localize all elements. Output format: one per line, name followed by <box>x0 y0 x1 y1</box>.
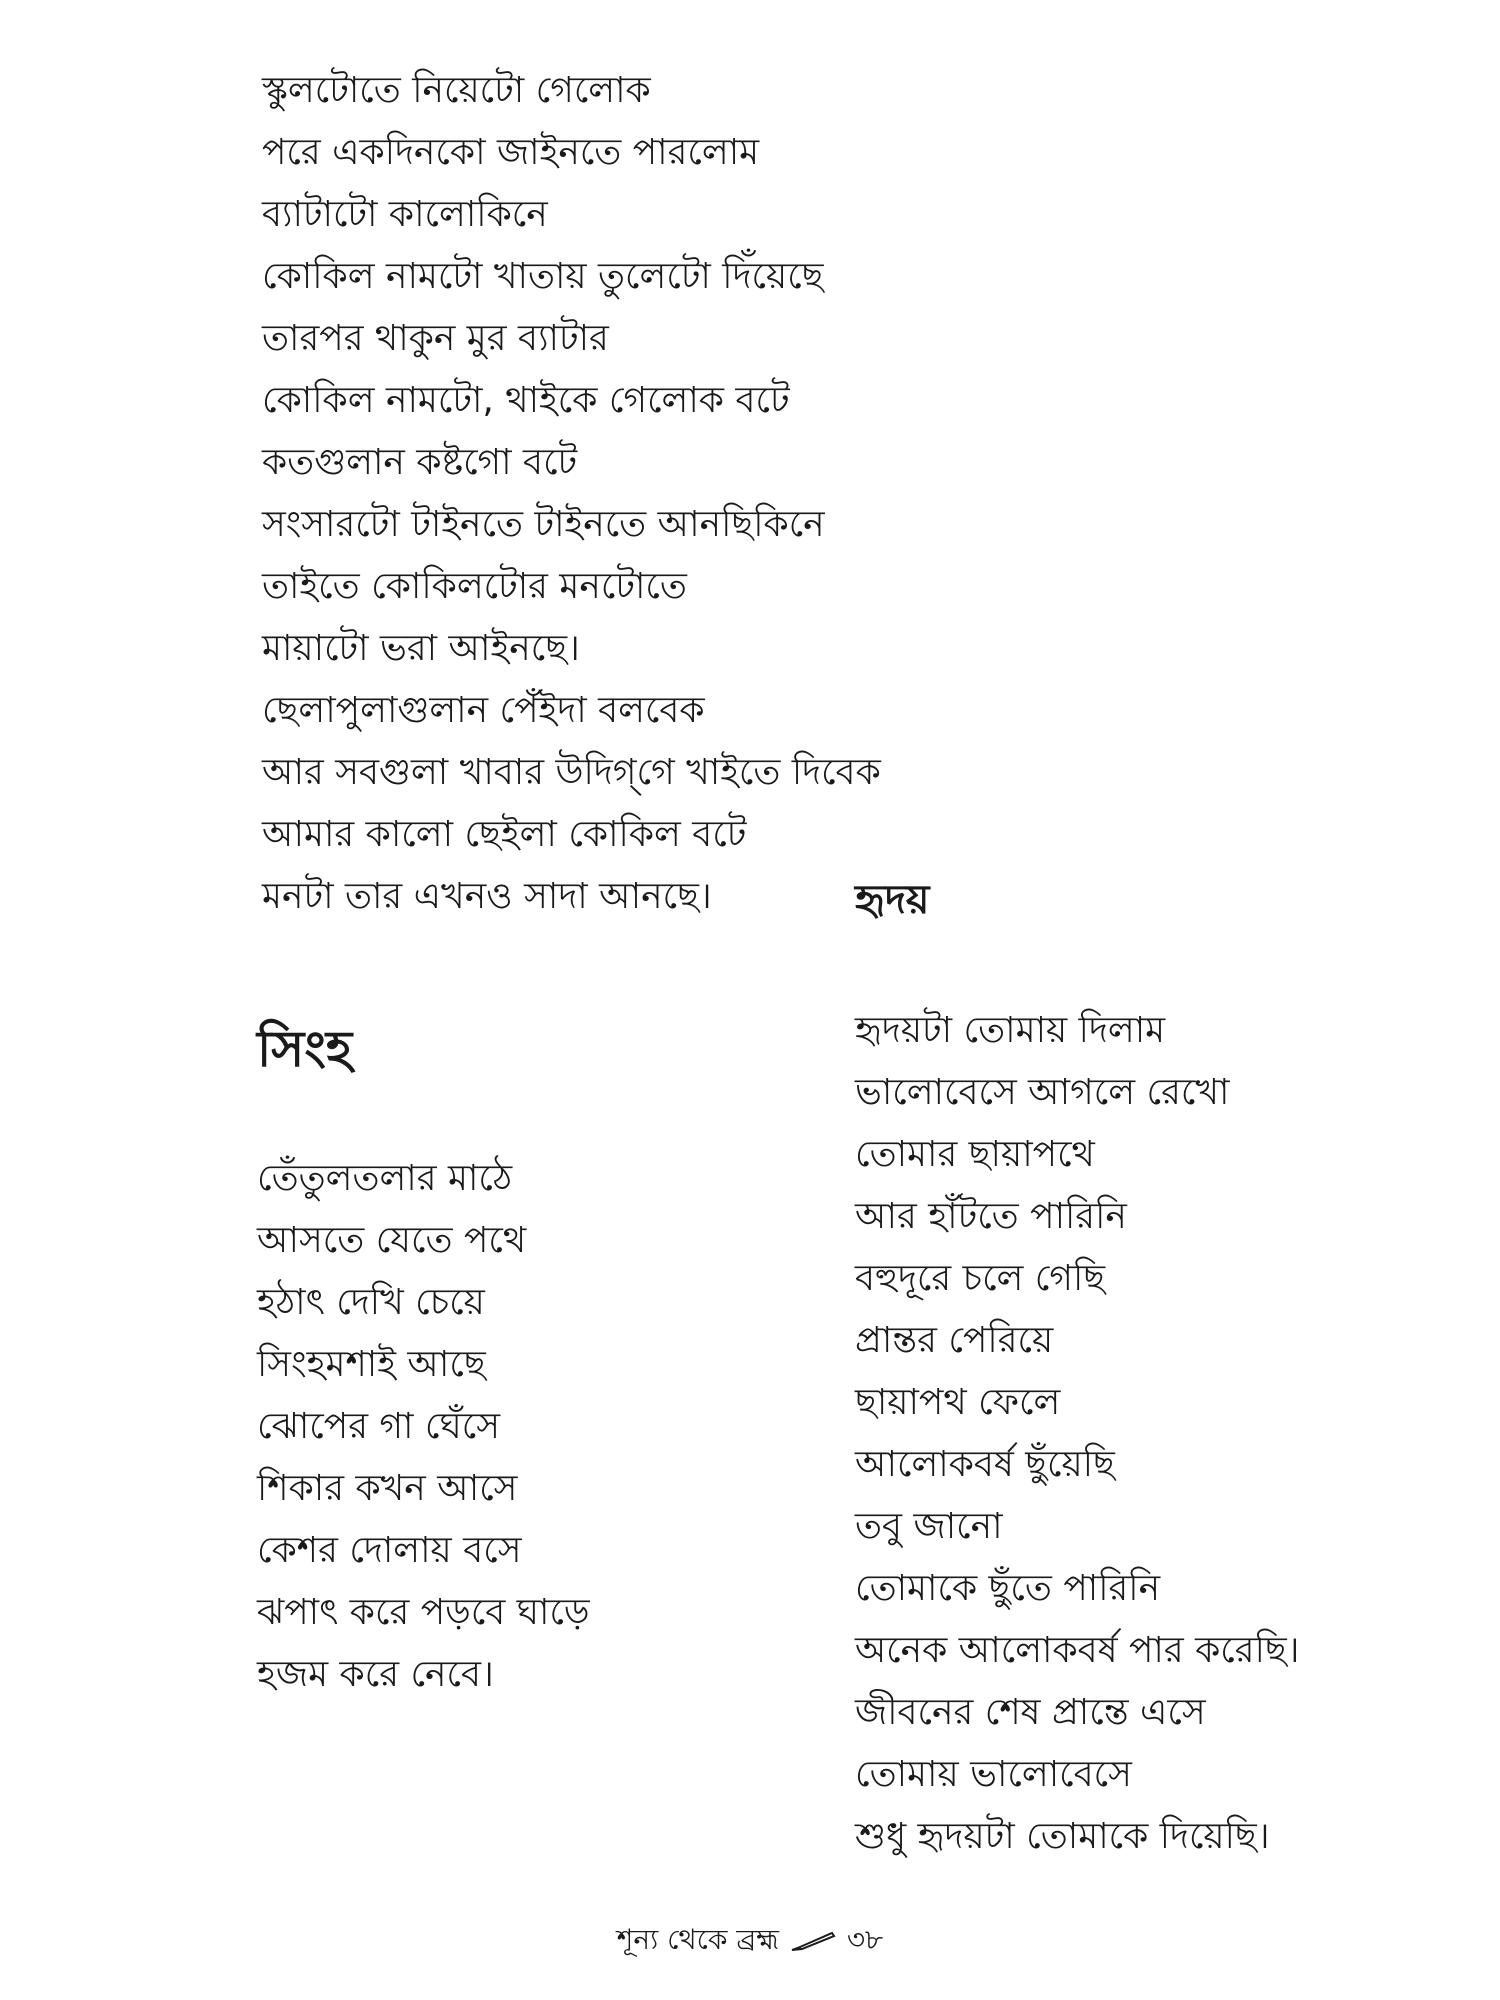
poem-line: ঝপাৎ করে পড়বে ঘাড়ে <box>257 1592 590 1633</box>
poem-title-singha: সিংহ <box>257 1020 353 1078</box>
poem-line: হজম করে নেবে। <box>257 1654 494 1695</box>
poem-line: তোমাকে ছুঁতে পারিনি <box>855 1568 1161 1609</box>
poem-line: কেশর দোলায় বসে <box>257 1530 522 1571</box>
poem-line: সিংহমশাই আছে <box>257 1344 486 1385</box>
poem-line: কতগুলান কষ্টগো বটে <box>262 442 578 483</box>
poem-line: তারপর থাকুন মুর ব্যাটার <box>262 318 609 359</box>
poem-line: আর হাঁটতে পারিনি <box>855 1196 1127 1237</box>
poem-line: আলোকবর্ষ ছুঁয়েছি <box>855 1444 1115 1485</box>
poem-line: আর সবগুলা খাবার উদিগ্‌গে খাইতে দিবেক <box>262 752 881 793</box>
poem-line: অনেক আলোকবর্ষ পার করেছি। <box>855 1630 1300 1671</box>
poem-line: প্রান্তর পেরিয়ে <box>855 1320 1054 1361</box>
poem-line: মায়াটো ভরা আইনছে। <box>262 628 580 669</box>
poem-line: সংসারটো টাইনতে টাইনতে আনছিকিনে <box>262 504 825 545</box>
poem-line: তোমায় ভালোবেসে <box>855 1754 1132 1795</box>
poem-line: শিকার কখন আসে <box>257 1468 518 1509</box>
pen-icon <box>790 1930 836 1952</box>
poem-line: কোকিল নামটো খাতায় তুলেটো দিঁয়েছে <box>262 256 824 297</box>
poem-line: আমার কালো ছেইলা কোকিল বটে <box>262 814 747 855</box>
poem-line: ছেলাপুলাগুলান পেঁইদা বলবেক <box>262 690 705 731</box>
poem-line: শুধু হৃদয়টা তোমাকে দিয়েছি। <box>855 1816 1270 1857</box>
poem-line: তোমার ছায়াপথে <box>855 1134 1095 1175</box>
poem-line: স্কুলটোতে নিয়েটো গেলোক <box>262 70 651 111</box>
poem-line: হঠাৎ দেখি চেয়ে <box>257 1282 485 1323</box>
book-title: শূন্য থেকে ব্রহ্ম <box>616 1923 780 1956</box>
poem-line: পরে একদিনকো জাইনতে পারলোম <box>262 132 760 173</box>
page-number: ৩৮ <box>846 1923 884 1956</box>
poem-title-hridoy: হৃদয় <box>855 877 930 923</box>
poem-line: তবু জানো <box>855 1506 1003 1547</box>
poem-line: মনটা তার এখনও সাদা আনছে। <box>262 876 712 917</box>
page-footer <box>0 1918 1500 1965</box>
poem-line: কোকিল নামটো, থাইকে গেলোক বটে <box>262 380 790 421</box>
poem-line: বহুদূরে চলে গেছি <box>855 1258 1106 1299</box>
poem-line: জীবনের শেষ প্রান্তে এসে <box>855 1692 1206 1733</box>
poem-line: তেঁতুলতলার মাঠে <box>257 1158 513 1199</box>
poem-hridoy <box>855 1000 1300 1868</box>
poem-line: ছায়াপথ ফেলে <box>855 1382 1061 1423</box>
poem-line: হৃদয়টা তোমায় দিলাম <box>855 1010 1166 1051</box>
poem-top <box>262 60 881 928</box>
poem-line: ঝোপের গা ঘেঁসে <box>257 1406 501 1447</box>
poem-line: তাইতে কোকিলটোর মনটোতে <box>262 566 687 607</box>
poem-line: ভালোবেসে আগলে রেখো <box>855 1072 1230 1113</box>
poem-line: ব্যাটাটো কালোকিনে <box>262 194 548 235</box>
poem-line: আসতে যেতে পথে <box>257 1220 527 1261</box>
poem-singha <box>257 1148 590 1706</box>
